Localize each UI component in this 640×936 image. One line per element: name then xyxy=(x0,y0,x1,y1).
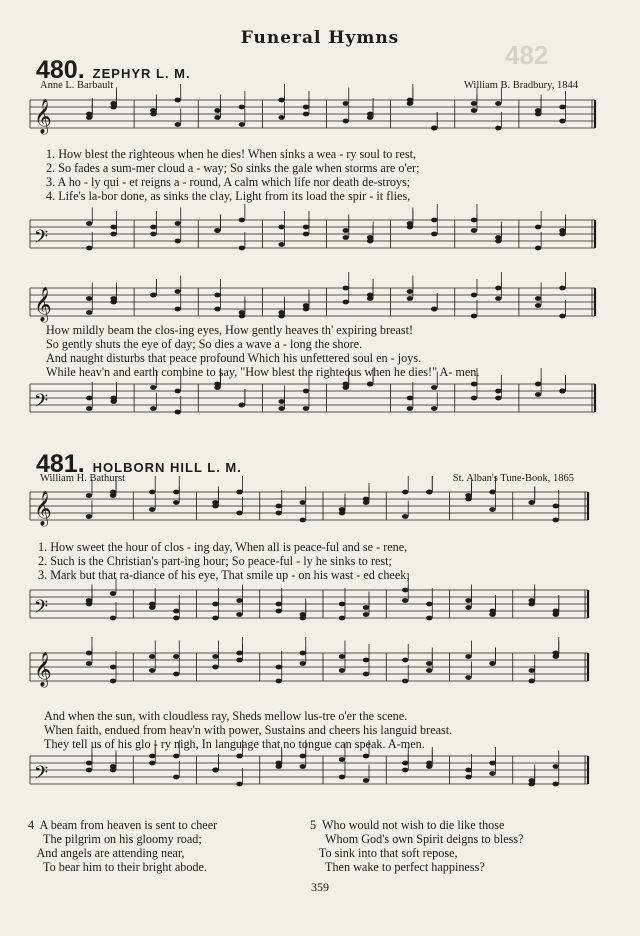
note-head xyxy=(431,126,437,131)
note-head xyxy=(110,296,116,301)
note-head xyxy=(465,497,471,502)
bass-clef-icon: 𝄢 xyxy=(34,227,49,252)
note-head xyxy=(276,665,282,670)
section-title: Funeral Hymns xyxy=(240,28,400,48)
note-head xyxy=(276,504,282,509)
note-head xyxy=(402,658,408,663)
note-head xyxy=(239,246,245,251)
note-head xyxy=(276,761,282,766)
note-head xyxy=(214,307,220,312)
note-head xyxy=(529,598,535,603)
note-head xyxy=(276,679,282,684)
note-head xyxy=(150,112,156,117)
note-head xyxy=(363,754,369,759)
note-head xyxy=(465,654,471,659)
note-head xyxy=(471,101,477,106)
note-head xyxy=(173,754,179,759)
hymn-author: William H. Bathurst xyxy=(40,473,126,484)
bass-clef-icon: 𝄢 xyxy=(34,763,49,788)
note-head xyxy=(236,658,242,663)
note-head xyxy=(239,403,245,408)
verse-line: 3. Mark but that ra-diance of his eye, That smile up - on his wast - ed cheek; xyxy=(38,568,410,582)
note-head xyxy=(236,651,242,656)
note-head xyxy=(535,296,541,301)
bass-clef-icon: 𝄢 xyxy=(34,597,49,622)
note-head xyxy=(236,782,242,787)
verse-line: How mildly beam the clos-ing eyes, How gently heaves th' expiring breast! xyxy=(46,323,414,337)
note-head xyxy=(173,654,179,659)
note-head xyxy=(489,661,495,666)
note-head xyxy=(553,609,559,614)
note-head xyxy=(553,764,559,769)
note-head xyxy=(175,239,181,244)
note-head xyxy=(471,382,477,387)
verse-line: When faith, endued from heav'n with power, Sustains and cheers his languid breast. xyxy=(44,723,453,737)
note-head xyxy=(300,651,306,656)
note-head xyxy=(300,754,306,759)
note-head xyxy=(339,757,345,762)
note-head xyxy=(278,242,284,247)
hymn-composer: William B. Bradbury, 1844 xyxy=(463,80,578,91)
note-head xyxy=(471,228,477,233)
bass-clef-icon: 𝄢 xyxy=(34,391,49,416)
note-head xyxy=(212,768,218,773)
note-head xyxy=(149,602,155,607)
note-head xyxy=(212,654,218,659)
note-head xyxy=(173,609,179,614)
note-head xyxy=(149,761,155,766)
note-head xyxy=(553,654,559,659)
note-head xyxy=(278,98,284,103)
note-head xyxy=(300,661,306,666)
stanza-line: The pilgrim on his gloomy road; xyxy=(28,832,202,846)
note-head xyxy=(173,490,179,495)
note-head xyxy=(150,406,156,411)
note-head xyxy=(86,396,92,401)
note-head xyxy=(278,406,284,411)
note-head xyxy=(363,658,369,663)
note-head xyxy=(212,665,218,670)
note-head xyxy=(110,396,116,401)
note-head xyxy=(110,616,116,621)
note-head xyxy=(367,112,373,117)
note-head xyxy=(300,764,306,769)
note-head xyxy=(465,598,471,603)
treble-clef-icon: 𝄞 xyxy=(34,287,52,322)
note-head xyxy=(214,108,220,113)
note-head xyxy=(278,310,284,315)
note-head xyxy=(236,598,242,603)
note-head xyxy=(278,115,284,120)
note-head xyxy=(559,119,565,124)
note-head xyxy=(426,661,432,666)
note-head xyxy=(110,232,116,237)
note-head xyxy=(465,675,471,680)
stanza-line: And angels are attending near, xyxy=(28,846,185,860)
note-head xyxy=(175,122,181,127)
note-head xyxy=(303,389,309,394)
note-head xyxy=(402,679,408,684)
stanza-line: Then wake to perfect happiness? xyxy=(310,860,485,874)
note-head xyxy=(535,382,541,387)
note-head xyxy=(559,232,565,237)
note-head xyxy=(86,514,92,519)
note-head xyxy=(150,385,156,390)
note-head xyxy=(276,609,282,614)
verse-line: 1. How blest the righteous when he dies! When sinks a wea - ry soul to rest, xyxy=(46,147,417,161)
note-head xyxy=(339,775,345,780)
note-head xyxy=(214,293,220,298)
note-head xyxy=(465,605,471,610)
note-head xyxy=(529,679,535,684)
verse-line: 2. Such is the Christian's part-ing hour; So peace-ful - ly he sinks to rest; xyxy=(38,554,392,568)
note-head xyxy=(343,228,349,233)
note-head xyxy=(214,115,220,120)
note-head xyxy=(343,235,349,240)
note-head xyxy=(86,221,92,226)
note-head xyxy=(489,507,495,512)
note-head xyxy=(150,293,156,298)
verse-line: 2. So fades a sum-mer cloud a - way; So sinks the gale when storms are o'er; xyxy=(46,161,420,175)
note-head xyxy=(471,293,477,298)
note-head xyxy=(339,616,345,621)
note-head xyxy=(535,225,541,230)
note-head xyxy=(110,105,116,110)
note-head xyxy=(343,119,349,124)
note-head xyxy=(339,668,345,673)
note-head xyxy=(175,410,181,415)
note-head xyxy=(529,668,535,673)
note-head xyxy=(471,396,477,401)
note-head xyxy=(535,112,541,117)
note-head xyxy=(303,105,309,110)
note-head xyxy=(110,768,116,773)
note-head xyxy=(489,490,495,495)
treble-clef-icon: 𝄞 xyxy=(34,99,52,134)
note-head xyxy=(173,616,179,621)
note-head xyxy=(529,500,535,505)
note-head xyxy=(150,232,156,237)
note-head xyxy=(559,286,565,291)
note-head xyxy=(495,396,501,401)
note-head xyxy=(495,296,501,301)
note-head xyxy=(150,225,156,230)
note-head xyxy=(236,511,242,516)
note-head xyxy=(343,300,349,305)
note-head xyxy=(278,225,284,230)
note-head xyxy=(431,385,437,390)
note-head xyxy=(300,616,306,621)
note-head xyxy=(495,101,501,106)
note-head xyxy=(363,612,369,617)
note-head xyxy=(278,399,284,404)
note-head xyxy=(303,225,309,230)
bleed-through-number: 482 xyxy=(505,40,549,70)
note-head xyxy=(495,286,501,291)
note-head xyxy=(402,768,408,773)
note-head xyxy=(529,782,535,787)
note-head xyxy=(471,108,477,113)
note-head xyxy=(363,500,369,505)
note-head xyxy=(86,768,92,773)
note-head xyxy=(303,303,309,308)
note-head xyxy=(339,602,345,607)
verse-line: And naught disturbs that peace profound Which his unfettered soul en - joys. xyxy=(46,351,422,365)
note-head xyxy=(276,602,282,607)
note-head xyxy=(303,232,309,237)
note-head xyxy=(149,654,155,659)
note-head xyxy=(431,218,437,223)
note-head xyxy=(402,514,408,519)
note-head xyxy=(149,490,155,495)
note-head xyxy=(149,668,155,673)
note-head xyxy=(212,616,218,621)
note-head xyxy=(559,389,565,394)
note-head xyxy=(212,500,218,505)
verse-line: 1. How sweet the hour of clos - ing day, When all is peace-ful and se - rene, xyxy=(38,540,408,554)
note-head xyxy=(535,246,541,251)
note-head xyxy=(407,289,413,294)
note-head xyxy=(236,754,242,759)
note-head xyxy=(402,588,408,593)
note-head xyxy=(363,778,369,783)
note-head xyxy=(214,385,220,390)
verse-line: And when the sun, with cloudless ray, Sheds mellow lus-tre o'er the scene. xyxy=(44,709,408,723)
note-head xyxy=(553,504,559,509)
note-head xyxy=(86,246,92,251)
note-head xyxy=(110,665,116,670)
note-head xyxy=(471,218,477,223)
note-head xyxy=(407,396,413,401)
note-head xyxy=(303,406,309,411)
note-head xyxy=(175,289,181,294)
note-head xyxy=(339,654,345,659)
hymn-tune-name: HOLBORN HILL L. M. xyxy=(92,460,242,475)
note-head xyxy=(426,602,432,607)
note-head xyxy=(367,296,373,301)
note-head xyxy=(86,310,92,315)
note-head xyxy=(489,771,495,776)
note-head xyxy=(276,511,282,516)
note-head xyxy=(175,307,181,312)
note-head xyxy=(559,314,565,319)
note-head xyxy=(86,761,92,766)
verse-line: They tell us of his glo - ry nigh, In language that no tongue can speak. A-men. xyxy=(44,737,425,751)
note-head xyxy=(214,228,220,233)
note-head xyxy=(495,235,501,240)
treble-clef-icon: 𝄞 xyxy=(34,652,52,687)
note-head xyxy=(431,406,437,411)
note-head xyxy=(303,112,309,117)
note-head xyxy=(407,225,413,230)
note-head xyxy=(110,591,116,596)
note-head xyxy=(426,761,432,766)
extra-stanza-4 xyxy=(28,818,217,874)
page-number: 359 xyxy=(311,880,329,894)
hymn-number: 480. xyxy=(36,56,85,84)
note-head xyxy=(110,490,116,495)
verse-line: 3. A ho - ly qui - et reigns a - round, A calm which life nor death de-stroys; xyxy=(46,175,411,189)
note-head xyxy=(175,98,181,103)
note-head xyxy=(86,493,92,498)
note-head xyxy=(236,612,242,617)
note-head xyxy=(363,605,369,610)
note-head xyxy=(300,500,306,505)
stanza-line: Whom God's own Spirit deigns to bless? xyxy=(310,832,524,846)
note-head xyxy=(110,679,116,684)
note-head xyxy=(426,668,432,673)
stanza-line: To bear him to their bright abode. xyxy=(28,860,207,874)
note-head xyxy=(431,232,437,237)
note-head xyxy=(239,105,245,110)
verse-line: While heav'n and earth combine to say, "How blest the righteous when he dies!" A- men. xyxy=(46,365,480,379)
note-head xyxy=(86,115,92,120)
note-head xyxy=(343,382,349,387)
note-head xyxy=(431,307,437,312)
note-head xyxy=(239,122,245,127)
note-head xyxy=(149,507,155,512)
note-head xyxy=(471,314,477,319)
note-head xyxy=(465,775,471,780)
note-head xyxy=(175,389,181,394)
note-head xyxy=(367,382,373,387)
note-head xyxy=(489,761,495,766)
verse-line: So gently shuts the eye of day; So dies a wave a - long the shore. xyxy=(46,337,363,351)
note-head xyxy=(86,296,92,301)
note-head xyxy=(407,98,413,103)
note-head xyxy=(489,612,495,617)
note-head xyxy=(212,602,218,607)
hymn-author: Anne L. Barbault xyxy=(40,80,114,91)
note-head xyxy=(173,500,179,505)
note-head xyxy=(402,761,408,766)
note-head xyxy=(426,616,432,621)
note-head xyxy=(86,661,92,666)
note-head xyxy=(86,651,92,656)
hymn-tune-name: ZEPHYR L. M. xyxy=(92,66,191,81)
note-head xyxy=(535,303,541,308)
hymn-composer: St. Alban's Tune-Book, 1865 xyxy=(452,473,574,484)
note-head xyxy=(110,225,116,230)
note-head xyxy=(553,782,559,787)
stanza-line: 4 A beam from heaven is sent to cheer xyxy=(28,818,218,832)
note-head xyxy=(535,392,541,397)
note-head xyxy=(86,598,92,603)
note-head xyxy=(426,490,432,495)
note-head xyxy=(367,235,373,240)
note-head xyxy=(300,518,306,523)
note-head xyxy=(239,218,245,223)
note-head xyxy=(149,754,155,759)
note-head xyxy=(236,490,242,495)
note-head xyxy=(553,518,559,523)
note-head xyxy=(407,296,413,301)
stanza-line: To sink into that soft repose, xyxy=(310,846,458,860)
note-head xyxy=(407,406,413,411)
note-head xyxy=(465,768,471,773)
note-head xyxy=(343,286,349,291)
note-head xyxy=(175,221,181,226)
stanza-line: 5 Who would not wish to die like those xyxy=(310,818,505,832)
note-head xyxy=(402,490,408,495)
note-head xyxy=(173,672,179,677)
verse-line: 4. Life's la-bor done, as sinks the clay, Light from its load the spir - it flies, xyxy=(46,189,411,203)
note-head xyxy=(363,672,369,677)
hymn-number: 481. xyxy=(36,450,85,478)
treble-clef-icon: 𝄞 xyxy=(34,491,52,526)
note-head xyxy=(173,775,179,780)
note-head xyxy=(495,389,501,394)
note-head xyxy=(339,507,345,512)
note-head xyxy=(239,314,245,319)
note-head xyxy=(402,598,408,603)
note-head xyxy=(495,126,501,131)
note-head xyxy=(559,105,565,110)
note-head xyxy=(343,101,349,106)
note-head xyxy=(86,406,92,411)
extra-stanza-5 xyxy=(310,818,524,874)
